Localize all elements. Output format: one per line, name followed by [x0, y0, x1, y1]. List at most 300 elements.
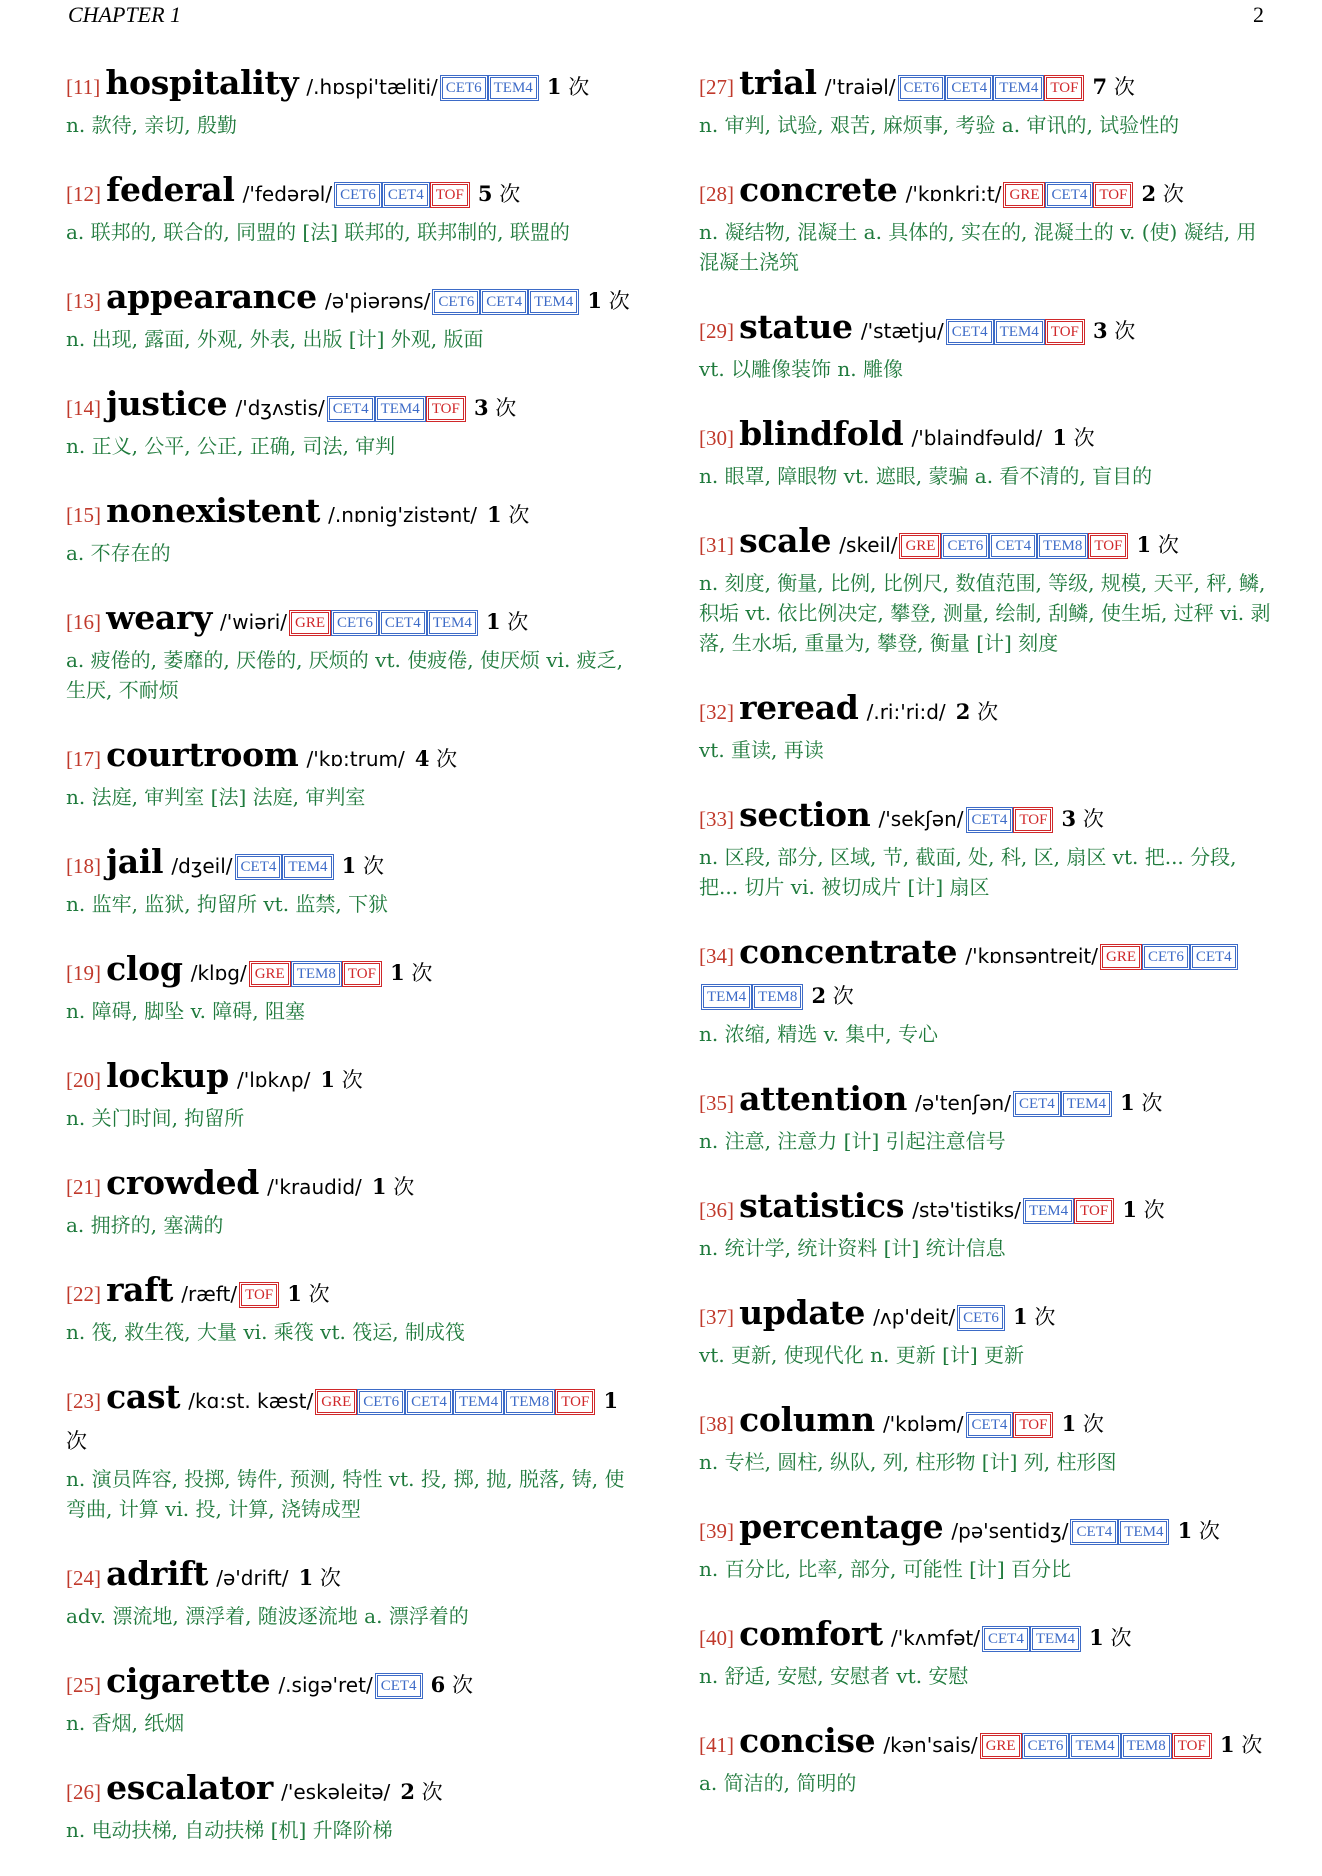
frequency	[299, 1566, 341, 1590]
entry-headline	[66, 492, 641, 536]
pronunciation: /.hɒspi'tæliti/	[306, 75, 438, 99]
definition: n. 统计学, 统计资料 [计] 统计信息	[699, 1236, 1006, 1260]
entry-number: [11]	[66, 75, 101, 99]
exam-tag: TEM4	[1032, 1628, 1079, 1650]
frequency-count: 4	[414, 746, 430, 771]
frequency	[1122, 1198, 1164, 1222]
exam-tag: GRE	[251, 963, 289, 985]
entry-headline	[66, 950, 641, 994]
frequency	[400, 1780, 442, 1804]
definition: n. 筏, 救生筏, 大量 vi. 乘筏 vt. 筏运, 制成筏	[66, 1320, 465, 1344]
exam-tag: TEM4	[996, 321, 1043, 343]
exam-tag: TEM8	[293, 963, 340, 985]
dictionary-entry	[66, 64, 641, 140]
exam-tag: TOF	[1047, 321, 1083, 343]
dictionary-entry	[66, 1378, 641, 1524]
definition: a. 拥挤的, 塞满的	[66, 1213, 224, 1237]
entry-headline	[699, 1401, 1274, 1445]
headword: update	[739, 1293, 866, 1332]
headword: scale	[739, 521, 832, 560]
headword: federal	[106, 170, 235, 209]
exam-tag: CET6	[442, 77, 486, 99]
frequency-unit: 次	[1114, 319, 1136, 343]
exam-tag: TEM4	[377, 398, 424, 420]
frequency	[1093, 319, 1135, 343]
exam-tag: TEM4	[284, 856, 331, 878]
pronunciation: /'traiəl/	[824, 75, 896, 99]
exam-tag: CET4	[947, 77, 991, 99]
headword: lockup	[106, 1056, 229, 1095]
exam-tag: GRE	[291, 612, 329, 634]
exam-tag: TEM4	[995, 77, 1042, 99]
entry-number: [38]	[699, 1412, 734, 1436]
frequency-unit: 次	[508, 503, 530, 527]
frequency-count: 2	[955, 699, 971, 724]
entry-headline	[66, 385, 641, 429]
dictionary-entry	[699, 522, 1274, 658]
exam-tag: CET4	[1192, 946, 1236, 968]
frequency-unit: 次	[341, 1068, 363, 1092]
dictionary-entry	[699, 308, 1274, 384]
definition: n. 电动扶梯, 自动扶梯 [机] 升降阶梯	[66, 1818, 393, 1842]
dictionary-entry	[66, 278, 641, 354]
frequency	[1120, 1091, 1162, 1115]
frequency-count: 1	[1219, 1732, 1235, 1757]
frequency-count: 1	[1120, 1090, 1135, 1115]
entry-headline	[66, 843, 641, 887]
exam-tag: TOF	[432, 184, 468, 206]
entry-headline	[699, 796, 1274, 840]
frequency-count: 2	[400, 1779, 415, 1804]
exam-tag: TEM4	[455, 1391, 502, 1413]
frequency-count: 1	[1089, 1625, 1104, 1650]
entry-number: [27]	[699, 75, 734, 99]
entry-headline	[66, 1271, 641, 1315]
definition: n. 关门时间, 拘留所	[66, 1106, 245, 1130]
entry-headline	[699, 415, 1274, 459]
frequency-unit: 次	[421, 1780, 443, 1804]
definition: n. 障碍, 脚坠 v. 障碍, 阻塞	[66, 999, 306, 1023]
pronunciation: /skeil/	[839, 533, 898, 557]
frequency-count: 1	[546, 74, 562, 99]
exam-tag: CET4	[377, 1675, 421, 1697]
entry-headline	[699, 1508, 1274, 1552]
headword: crowded	[106, 1163, 260, 1202]
headword: clog	[106, 949, 183, 988]
exam-tag: CET6	[336, 184, 380, 206]
frequency-count: 1	[587, 288, 602, 313]
pronunciation: /ræft/	[181, 1282, 238, 1306]
frequency	[1013, 1305, 1055, 1329]
frequency	[486, 610, 528, 634]
frequency	[1062, 807, 1104, 831]
exam-tag: CET6	[333, 612, 377, 634]
pronunciation: /ə'piərəns/	[324, 289, 431, 313]
dictionary-entry	[66, 1164, 641, 1240]
frequency	[372, 1175, 414, 1199]
frequency-count: 1	[485, 609, 501, 634]
right-column	[699, 64, 1274, 1829]
pronunciation: /'dʒʌstis/	[235, 396, 325, 420]
exam-tag: GRE	[1005, 184, 1043, 206]
headword: escalator	[106, 1768, 274, 1807]
headword: cast	[106, 1377, 181, 1416]
frequency-count: 1	[341, 853, 357, 878]
exam-tag: CET4	[968, 809, 1012, 831]
exam-tag: CET6	[943, 535, 987, 557]
headword: reread	[739, 688, 859, 727]
entry-number: [32]	[699, 700, 734, 724]
entry-number: [20]	[66, 1068, 101, 1092]
headword: section	[739, 795, 871, 834]
frequency-unit: 次	[832, 984, 854, 1008]
pronunciation: /.sigə'ret/	[278, 1673, 373, 1697]
frequency	[390, 961, 432, 985]
frequency	[811, 984, 853, 1008]
entry-number: [15]	[66, 503, 101, 527]
frequency	[1062, 1412, 1104, 1436]
frequency	[1142, 182, 1184, 206]
entry-number: [35]	[699, 1091, 734, 1115]
exam-tag: TEM8	[1039, 535, 1086, 557]
entry-headline	[699, 1722, 1274, 1766]
exam-tag: TOF	[1095, 184, 1131, 206]
pronunciation: /pə'sentidʒ/	[951, 1519, 1069, 1543]
headword: weary	[106, 598, 212, 637]
frequency-unit: 次	[451, 1673, 473, 1697]
pronunciation: /'kraudid/	[267, 1175, 362, 1199]
dictionary-entry	[66, 1662, 641, 1738]
exam-tag: CET6	[359, 1391, 403, 1413]
pronunciation: /stə'tistiks/	[912, 1198, 1021, 1222]
frequency-unit: 次	[1162, 182, 1184, 206]
dictionary-entry	[66, 736, 641, 812]
dictionary-entry	[66, 385, 641, 461]
entry-headline	[699, 933, 1274, 1017]
headword: concise	[739, 1721, 876, 1760]
exam-tag: CET4	[384, 184, 428, 206]
frequency-unit: 次	[977, 700, 999, 724]
entry-headline	[66, 1662, 641, 1706]
entry-headline	[66, 736, 641, 780]
dictionary-entry	[66, 1271, 641, 1347]
entry-number: [19]	[66, 961, 101, 985]
headword: statistics	[739, 1186, 905, 1225]
frequency-count: 3	[1092, 318, 1108, 343]
definition: n. 刻度, 衡量, 比例, 比例尺, 数值范围, 等级, 规模, 天平, 秤, 鳞, 积垢 vt. 依比例决定, 攀登, 测量, 绘制, 刮鳞, 使生垢, 过秤 vi. 剥落, 生水垢, 重量为, 攀登, 衡量 [计] 刻度	[699, 571, 1271, 655]
exam-tag: CET4	[991, 535, 1035, 557]
frequency	[1093, 75, 1135, 99]
headword: nonexistent	[106, 491, 321, 530]
exam-tag: CET4	[482, 291, 526, 313]
frequency-unit: 次	[411, 961, 433, 985]
headword: justice	[106, 384, 228, 423]
pronunciation: /kən'sais/	[883, 1733, 978, 1757]
left-column	[66, 64, 641, 1876]
frequency-unit: 次	[608, 289, 630, 313]
headword: comfort	[739, 1614, 883, 1653]
frequency-unit: 次	[1241, 1733, 1263, 1757]
entry-headline	[699, 1187, 1274, 1231]
pronunciation: /kɑ:st. kæst/	[188, 1389, 314, 1413]
dictionary-entry	[66, 843, 641, 919]
exam-tag: TOF	[241, 1284, 277, 1306]
dictionary-entry	[699, 1401, 1274, 1477]
exam-tag: TOF	[1046, 77, 1082, 99]
exam-tag: CET6	[900, 77, 944, 99]
exam-tag: TOF	[1090, 535, 1126, 557]
frequency-unit: 次	[1073, 426, 1095, 450]
headword: hospitality	[105, 63, 299, 102]
exam-tag: TOF	[1174, 1735, 1210, 1757]
frequency-count: 1	[298, 1565, 314, 1590]
entry-headline	[66, 171, 641, 215]
exam-tag: GRE	[901, 535, 939, 557]
pronunciation: /'fedərəl/	[242, 182, 333, 206]
exam-tag: CET4	[1072, 1521, 1116, 1543]
pronunciation: /'kɒ:trum/	[306, 747, 405, 771]
pronunciation: /.ri:'ri:d/	[866, 700, 946, 724]
frequency-unit: 次	[362, 854, 384, 878]
entry-headline	[699, 1080, 1274, 1124]
pronunciation: /'lɒkʌp/	[236, 1068, 311, 1092]
entry-number: [22]	[66, 1282, 101, 1306]
frequency	[431, 1673, 473, 1697]
frequency-unit: 次	[495, 396, 517, 420]
entry-number: [40]	[699, 1626, 734, 1650]
exam-tag: TEM4	[429, 612, 476, 634]
frequency-count: 1	[390, 960, 405, 985]
frequency	[1178, 1519, 1220, 1543]
pronunciation: /ʌp'deit/	[873, 1305, 956, 1329]
frequency-count: 1	[1013, 1304, 1028, 1329]
dictionary-entry	[699, 1294, 1274, 1370]
exam-tag: GRE	[1102, 946, 1140, 968]
pronunciation: /ə'drift/	[216, 1566, 289, 1590]
entry-headline	[66, 1057, 641, 1101]
pronunciation: /dʒeil/	[171, 854, 233, 878]
exam-tag: TEM4	[1063, 1093, 1110, 1115]
headword: concrete	[739, 170, 898, 209]
frequency-count: 3	[1061, 806, 1077, 831]
frequency-unit: 次	[1113, 75, 1135, 99]
exam-tag: CET6	[1024, 1735, 1068, 1757]
frequency-unit: 次	[1082, 1412, 1104, 1436]
frequency	[547, 75, 589, 99]
frequency	[287, 1282, 329, 1306]
frequency-unit: 次	[1141, 1091, 1163, 1115]
dictionary-entry	[66, 1769, 641, 1845]
frequency	[1220, 1733, 1262, 1757]
frequency	[956, 700, 998, 724]
entry-headline	[66, 1164, 641, 1208]
entry-headline	[699, 64, 1274, 108]
definition: a. 简洁的, 简明的	[699, 1771, 857, 1795]
definition: a. 疲倦的, 萎靡的, 厌倦的, 厌烦的 vt. 使疲倦, 使厌烦 vi. 疲乏, 生厌, 不耐烦	[66, 648, 624, 702]
dictionary-entry	[699, 1187, 1274, 1263]
frequency	[1052, 426, 1094, 450]
entry-headline	[699, 1294, 1274, 1338]
definition: n. 区段, 部分, 区域, 节, 截面, 处, 科, 区, 扇区 vt. 把... 分段, 把... 切片 vi. 被切成片 [计] 扇区	[699, 845, 1237, 899]
pronunciation: /'kɒnsəntreit/	[965, 944, 1098, 968]
entry-number: [16]	[66, 610, 101, 634]
dictionary-entry	[699, 796, 1274, 902]
exam-tag: GRE	[982, 1735, 1020, 1757]
entry-number: [31]	[699, 533, 734, 557]
frequency-unit: 次	[1157, 533, 1179, 557]
definition: n. 浓缩, 精选 v. 集中, 专心	[699, 1022, 939, 1046]
dictionary-entry	[699, 689, 1274, 765]
frequency-unit: 次	[66, 1429, 87, 1453]
dictionary-entry	[699, 171, 1274, 277]
exam-tag: TOF	[1076, 1200, 1112, 1222]
headword: column	[739, 1400, 875, 1439]
exam-tag: CET4	[984, 1628, 1028, 1650]
pronunciation: /klɒg/	[190, 961, 247, 985]
headword: raft	[106, 1270, 174, 1309]
exam-tag: CET4	[1015, 1093, 1059, 1115]
headword: adrift	[106, 1554, 209, 1593]
entry-number: [18]	[66, 854, 101, 878]
frequency-count: 1	[603, 1388, 619, 1413]
exam-tag: TEM4	[490, 77, 537, 99]
definition: n. 眼罩, 障眼物 vt. 遮眼, 蒙骗 a. 看不清的, 盲目的	[699, 464, 1153, 488]
pronunciation: /'kʌmfət/	[890, 1626, 981, 1650]
frequency	[478, 182, 520, 206]
frequency-count: 1	[487, 502, 502, 527]
dictionary-entry	[66, 950, 641, 1026]
entry-number: [13]	[66, 289, 101, 313]
definition: n. 监牢, 监狱, 拘留所 vt. 监禁, 下狱	[66, 892, 389, 916]
frequency-unit: 次	[1034, 1305, 1056, 1329]
frequency	[487, 503, 529, 527]
exam-tag: CET4	[237, 856, 281, 878]
dictionary-entry	[66, 599, 641, 705]
entry-number: [14]	[66, 396, 101, 420]
dictionary-entry	[699, 1615, 1274, 1691]
entry-number: [36]	[699, 1198, 734, 1222]
frequency-unit: 次	[1110, 1626, 1132, 1650]
entry-number: [26]	[66, 1780, 101, 1804]
entry-number: [33]	[699, 807, 734, 831]
pronunciation: /'sekʃən/	[878, 807, 964, 831]
headword: percentage	[739, 1507, 944, 1546]
exam-tag: TOF	[1015, 1414, 1051, 1436]
dictionary-entry	[66, 1555, 641, 1631]
entry-headline	[699, 522, 1274, 566]
entry-number: [25]	[66, 1673, 101, 1697]
exam-tag: TEM8	[754, 986, 801, 1008]
frequency-unit: 次	[308, 1282, 330, 1306]
dictionary-entry	[699, 1722, 1274, 1798]
dictionary-entry	[66, 1057, 641, 1133]
frequency-count: 1	[320, 1067, 336, 1092]
exam-tag: TEM8	[1123, 1735, 1170, 1757]
dictionary-entry	[699, 933, 1274, 1049]
definition: vt. 更新, 使现代化 n. 更新 [计] 更新	[699, 1343, 1025, 1367]
entry-number: [23]	[66, 1389, 101, 1413]
frequency-count: 1	[1177, 1518, 1193, 1543]
frequency-count: 5	[477, 181, 493, 206]
pronunciation: /'stætju/	[860, 319, 944, 343]
chapter-label: CHAPTER 1	[68, 2, 182, 27]
exam-tag: CET4	[407, 1391, 451, 1413]
frequency-count: 1	[1122, 1197, 1137, 1222]
frequency-count: 1	[1061, 1411, 1077, 1436]
definition: n. 凝结物, 混凝土 a. 具体的, 实在的, 混凝土的 v. (使) 凝结, 用混凝土浇筑	[699, 220, 1257, 274]
entry-number: [30]	[699, 426, 734, 450]
definition: n. 审判, 试验, 艰苦, 麻烦事, 考验 a. 审讯的, 试验性的	[699, 113, 1180, 137]
frequency-unit: 次	[436, 747, 458, 771]
definition: n. 正义, 公平, 公正, 正确, 司法, 审判	[66, 434, 396, 458]
frequency	[474, 396, 516, 420]
frequency	[342, 854, 384, 878]
page-number: 2	[1253, 2, 1264, 27]
frequency-count: 1	[1052, 425, 1067, 450]
frequency-count: 2	[811, 983, 827, 1008]
entry-headline	[66, 1378, 641, 1462]
entry-number: [37]	[699, 1305, 734, 1329]
definition: n. 香烟, 纸烟	[66, 1711, 185, 1735]
frequency	[320, 1068, 362, 1092]
definition: adv. 漂流地, 漂浮着, 随波逐流地 a. 漂浮着的	[66, 1604, 469, 1628]
frequency	[415, 747, 457, 771]
entry-number: [24]	[66, 1566, 101, 1590]
frequency-count: 2	[1141, 181, 1157, 206]
frequency-count: 7	[1092, 74, 1108, 99]
entry-headline	[66, 64, 641, 108]
pronunciation: /.nɒnig'zistənt/	[328, 503, 477, 527]
pronunciation: /'kɒləm/	[882, 1412, 964, 1436]
definition: n. 专栏, 圆柱, 纵队, 列, 柱形物 [计] 列, 柱形图	[699, 1450, 1117, 1474]
dictionary-entry	[699, 64, 1274, 140]
frequency	[1137, 533, 1179, 557]
entry-headline	[699, 1615, 1274, 1659]
frequency-count: 1	[287, 1281, 302, 1306]
headword: appearance	[106, 277, 317, 316]
entry-number: [39]	[699, 1519, 734, 1543]
exam-tag: CET4	[948, 321, 992, 343]
frequency-count: 6	[430, 1672, 446, 1697]
entry-headline	[66, 278, 641, 322]
frequency-unit: 次	[507, 610, 529, 634]
dictionary-entry	[66, 492, 641, 568]
headword: trial	[739, 63, 817, 102]
frequency-unit: 次	[393, 1175, 415, 1199]
headword: statue	[739, 307, 853, 346]
frequency	[587, 289, 629, 313]
frequency-count: 1	[371, 1174, 387, 1199]
entry-number: [41]	[699, 1733, 734, 1757]
exam-tag: TOF	[428, 398, 464, 420]
definition: n. 出现, 露面, 外观, 外表, 出版 [计] 外观, 版面	[66, 327, 484, 351]
definition: vt. 以雕像装饰 n. 雕像	[699, 357, 904, 381]
frequency	[1089, 1626, 1131, 1650]
frequency-count: 3	[473, 395, 489, 420]
definition: n. 注意, 注意力 [计] 引起注意信号	[699, 1129, 1006, 1153]
headword: concentrate	[739, 932, 958, 971]
headword: jail	[106, 842, 164, 881]
exam-tag: GRE	[317, 1391, 355, 1413]
dictionary-entry	[699, 415, 1274, 491]
entry-headline	[699, 308, 1274, 352]
pronunciation: /'kɒnkri:t/	[905, 182, 1002, 206]
exam-tag: CET6	[1144, 946, 1188, 968]
headword: attention	[739, 1079, 908, 1118]
frequency-unit: 次	[568, 75, 590, 99]
exam-tag: TEM4	[1071, 1735, 1118, 1757]
pronunciation: /'blaindfəuld/	[911, 426, 1043, 450]
